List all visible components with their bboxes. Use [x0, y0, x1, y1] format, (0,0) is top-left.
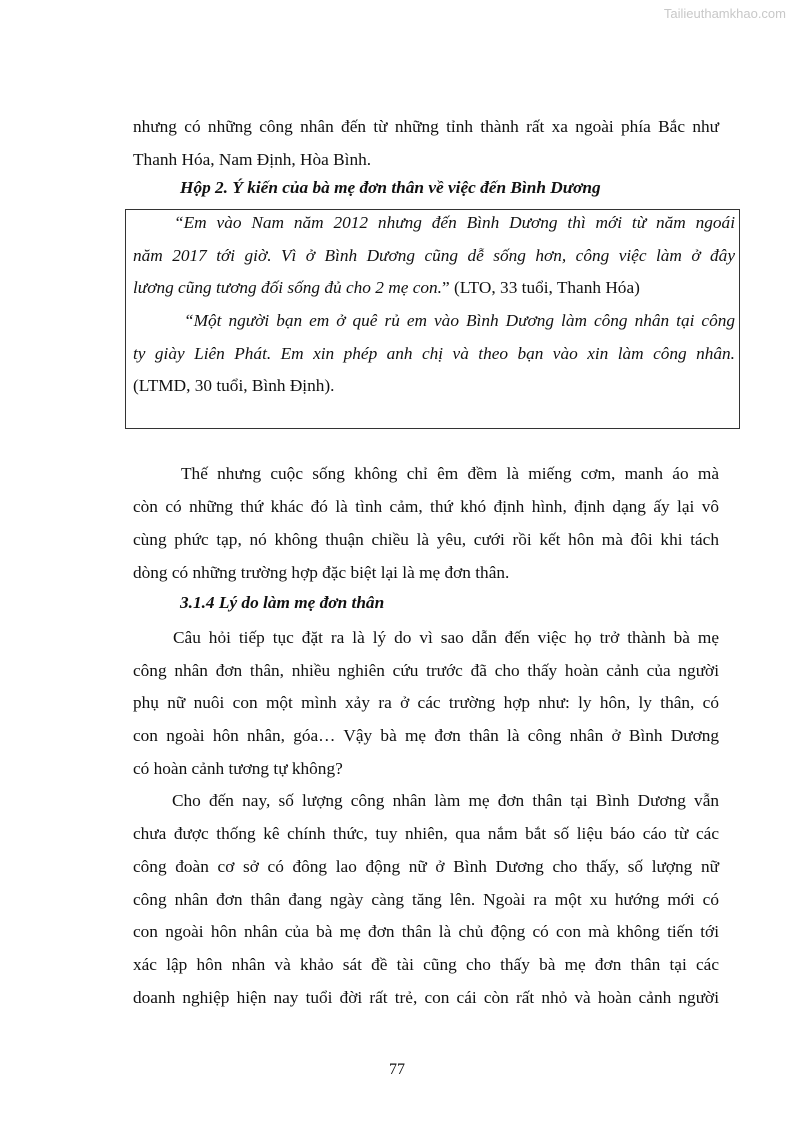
section-heading: 3.1.4 Lý do làm mẹ đơn thân [180, 593, 385, 612]
quote1-line [133, 276, 735, 300]
paragraph-line: con ngoài hôn nhân của bà mẹ đơn thân là chủ động có con mà không tiến tới [133, 922, 719, 941]
paragraph-line: có hoàn cảnh tương tự không? [133, 759, 343, 778]
box-heading: Hộp 2. Ý kiến của bà mẹ đơn thân về việc đến Bình Dương [180, 178, 601, 197]
page-number: 77 [389, 1061, 405, 1078]
paragraph-line: Cho đến nay, số lượng công nhân làm mẹ đơn thân tại Bình Dương vẫn [172, 791, 719, 810]
paragraph-line: công nhân đơn thân đang ngày càng tăng lên. Ngoài ra một xu hướng mới có [133, 890, 719, 909]
quote1-line: năm 2017 tới giờ. Vì ở Bình Dương cũng dễ sống hơn, công việc làm ở đây [133, 246, 735, 265]
quote2-line: “Một người bạn em ở quê rủ em vào Bình Dương làm công nhân tại công [184, 311, 735, 330]
paragraph-line: xác lập hôn nhân và khảo sát đề tài cũng cho thấy bà mẹ đơn thân tại các [133, 955, 719, 974]
quote2-line: ty giày Liên Phát. Em xin phép anh chị và theo bạn vào xin làm công nhân. [133, 344, 735, 363]
paragraph-line: Thế nhưng cuộc sống không chỉ êm đềm là miếng cơm, manh áo mà [181, 464, 719, 483]
paragraph-line: cùng phức tạp, nó không thuận chiều là yêu, cưới rồi kết hôn mà đôi khi tách [133, 530, 719, 549]
paragraph-line: phụ nữ nuôi con một mình xảy ra ở các trường hợp như: ly hôn, ly thân, có [133, 693, 719, 712]
paragraph-line: chưa được thống kê chính thức, tuy nhiên, qua nắm bắt số liệu báo cáo từ các [133, 824, 719, 843]
paragraph-line: còn có những thứ khác đó là tình cảm, thứ khó định hình, định dạng ấy lại vô [133, 497, 719, 516]
quote2-source: (LTMD, 30 tuổi, Bình Định). [133, 376, 335, 395]
intro-line: nhưng có những công nhân đến từ những tỉnh thành rất xa ngoài phía Bắc như [133, 117, 719, 136]
paragraph-line: doanh nghiệp hiện nay tuổi đời rất trẻ, con cái còn rất nhỏ và hoàn cảnh người [133, 988, 719, 1007]
paragraph-line: con ngoài hôn nhân, góa… Vậy bà mẹ đơn thân là công nhân ở Bình Dương [133, 726, 719, 745]
watermark: Tailieuthamkhao.com [663, 6, 786, 21]
quote1-text: lương cũng tương đối sống đủ cho 2 mẹ con. [133, 278, 442, 297]
paragraph-line: dòng có những trường hợp đặc biệt lại là mẹ đơn thân. [133, 563, 510, 582]
paragraph-line: công nhân đơn thân, nhiều nghiên cứu trước đã cho thấy hoàn cảnh của người [133, 661, 719, 680]
intro-line: Thanh Hóa, Nam Định, Hòa Bình. [133, 150, 372, 169]
quote-box [125, 209, 740, 429]
paragraph-line: công đoàn cơ sở có đông lao động nữ ở Bình Dương cho thấy, số lượng nữ [133, 857, 719, 876]
quote1-source: ” (LTO, 33 tuổi, Thanh Hóa) [441, 278, 640, 297]
paragraph-line: Câu hỏi tiếp tục đặt ra là lý do vì sao dẫn đến việc họ trở thành bà mẹ [173, 628, 719, 647]
quote1-line: “Em vào Nam năm 2012 nhưng đến Bình Dương thì mới từ năm ngoái [174, 213, 735, 232]
